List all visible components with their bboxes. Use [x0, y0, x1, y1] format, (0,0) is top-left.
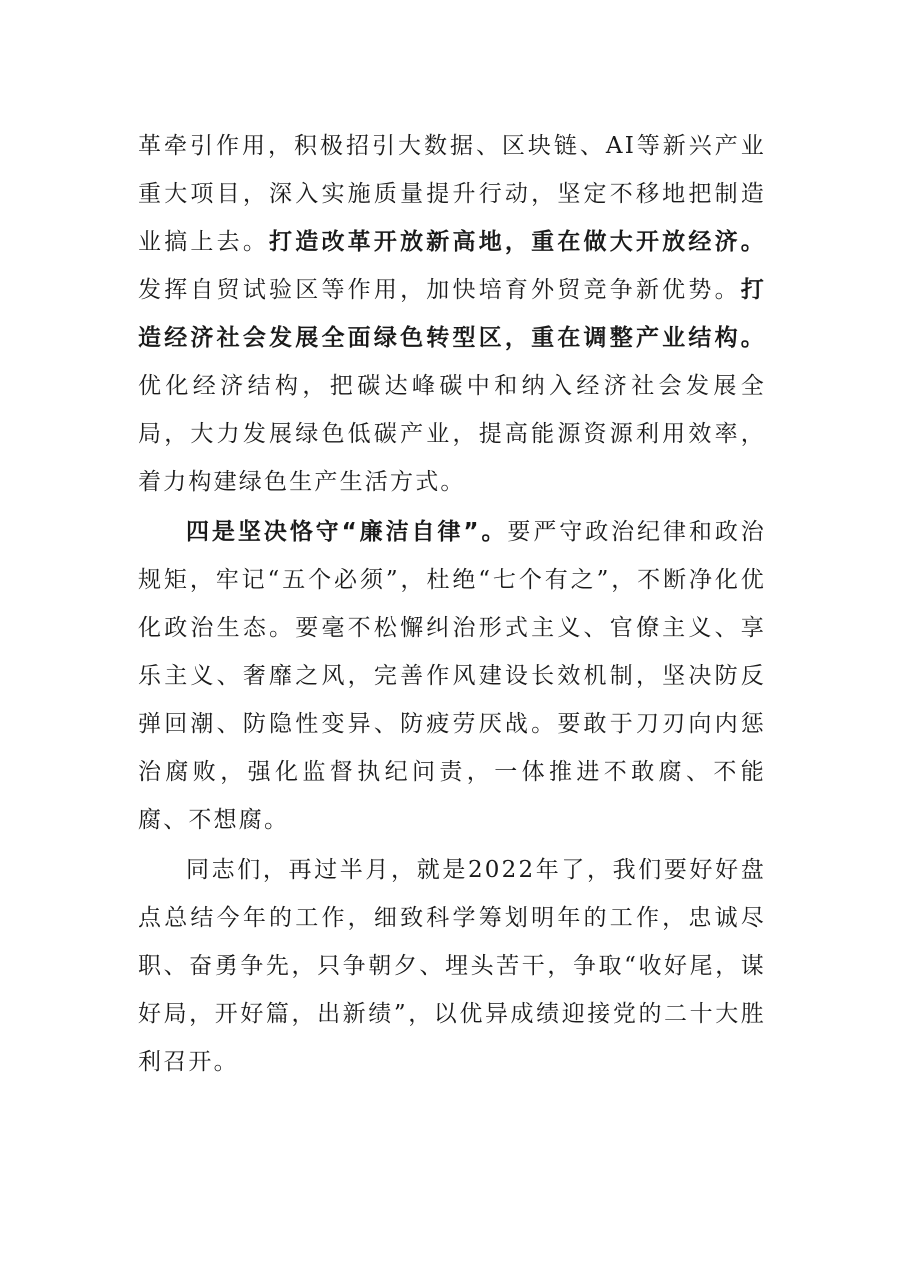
paragraph-text: 发挥自贸试验区等作用，加快培育外贸竞争新优势。: [138, 277, 741, 303]
document-body: [138, 122, 766, 1086]
bold-heading-green-transition: 打造经济社会发展全面绿色转型区，重在调整产业结构。: [138, 277, 766, 351]
paragraph-economy: [138, 122, 766, 506]
paragraph-text: 革牵引作用，积极招引大数据、区块链、AI等新兴产业重大项目，深入实施质量提升行动，坚定不移地把制造业搞上去。: [138, 133, 766, 255]
paragraph-text: 要严守政治纪律和政治规矩，牢记“五个必须”，杜绝“七个有之”，不断净化优化政治生态。要毫不松懈纠治形式主义、官僚主义、享乐主义、奢靡之风，完善作风建设长效机制，坚决防反弹回潮、防隐性变异、防疲劳厌战。要敢于刀刃向内惩治腐败，强化监督执纪问责，一体推进不敢腐、不能腐、不想腐。: [138, 519, 766, 833]
bold-heading-integrity: 四是坚决恪守“廉洁自律”。: [186, 519, 508, 545]
paragraph-closing: [138, 846, 766, 1086]
bold-heading-opening-up: 打造改革开放新高地，重在做大开放经济。: [269, 229, 766, 255]
paragraph-text: 优化经济结构，把碳达峰碳中和纳入经济社会发展全局，大力发展绿色低碳产业，提高能源资源利用效率，着力构建绿色生产生活方式。: [138, 373, 766, 495]
paragraph-integrity: [138, 508, 766, 844]
paragraph-text: 同志们，再过半月，就是2022年了，我们要好好盘点总结今年的工作，细致科学筹划明年的工作，忠诚尽职、奋勇争先，只争朝夕、埋头苦干，争取“收好尾，谋好局，开好篇，出新绩”，以优异成绩迎接党的二十大胜利召开。: [138, 857, 766, 1075]
